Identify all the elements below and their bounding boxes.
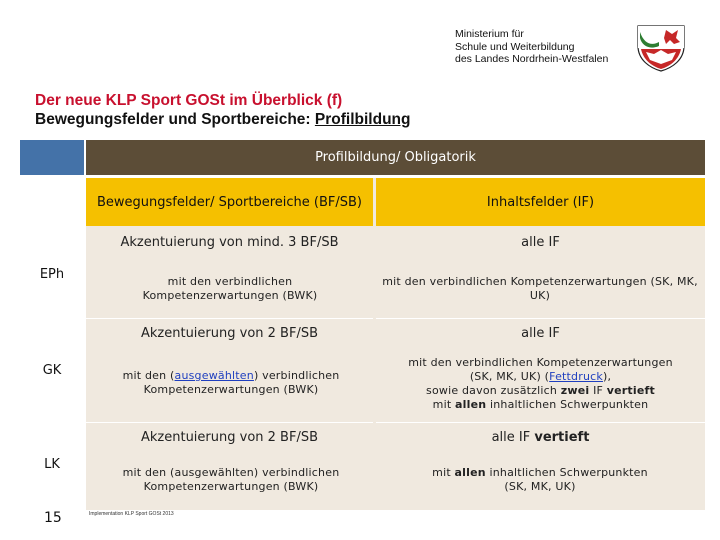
corner-cell	[20, 140, 84, 175]
column-header-if: Inhaltsfelder (IF)	[376, 178, 705, 226]
nrw-coat-of-arms-icon	[634, 24, 688, 72]
eph-if-heading: alle IF	[521, 235, 560, 250]
gk-if-line-2	[408, 370, 673, 384]
gk-bf-detail	[100, 348, 362, 418]
ministry-line-1: Ministerium für	[455, 28, 524, 40]
lk-bf-detail: mit den (ausgewählten) verbindlichen Kompetenzerwartungen (BWK)	[122, 466, 340, 493]
lk-if-heading	[376, 422, 705, 453]
gk-if-line-2-post: ),	[602, 370, 612, 383]
gk-if-heading: alle IF	[376, 318, 705, 349]
ministry-line-2: Schule und Weiterbildung	[455, 40, 575, 53]
eph-bf-heading: Akzentuierung von mind. 3 BF/SB	[120, 235, 339, 250]
gk-if-line-1: mit den verbindlichen Kompetenzerwartungen	[408, 356, 673, 369]
gk-if-line-3-bold-2: vertieft	[606, 384, 655, 397]
level-lk: LK	[44, 457, 60, 472]
gk-if-line-4-post: inhaltlichen Schwerpunkten	[486, 398, 649, 411]
gk-if-line-2-pre: (SK, MK, UK) (	[469, 370, 550, 383]
lk-if-detail-bold: allen	[454, 466, 486, 479]
gk-if-detail	[378, 348, 703, 420]
gk-if-line-4-pre: mit	[432, 398, 456, 411]
gk-if-line-3-mid: IF	[589, 384, 607, 397]
footer-note: Implementation KLP Sport GOSt 2013	[89, 511, 174, 517]
lk-if-heading-pre: alle IF	[491, 430, 535, 445]
lk-if-heading-bold: vertieft	[534, 430, 590, 445]
level-gk: GK	[42, 363, 62, 378]
eph-if-detail: mit den verbindlichen Kompetenzerwartungen (SK, MK, UK)	[382, 275, 698, 302]
lk-if-detail-line-1	[432, 466, 648, 480]
gk-if-line-3-pre: sowie davon zusätzlich	[426, 384, 561, 397]
profile-table	[20, 140, 705, 510]
title-line-1: Der neue KLP Sport GOSt im Überblick (f)	[35, 92, 343, 109]
gk-if-line-4-bold: allen	[455, 398, 487, 411]
eph-bf-detail: mit den verbindlichen Kompetenzerwartungen (BWK)	[142, 275, 318, 302]
lk-bf-heading: Akzentuierung von 2 BF/SB	[86, 422, 373, 453]
level-eph: EPh	[39, 267, 65, 282]
gk-bf-heading: Akzentuierung von 2 BF/SB	[86, 318, 373, 349]
title-line-2	[35, 110, 410, 129]
page-number: 15	[44, 510, 62, 526]
lk-if-detail-post: inhaltlichen Schwerpunkten	[485, 466, 648, 479]
gk-if-line-2-link: Fettdruck	[549, 370, 603, 383]
gk-bf-detail-pre: mit den (	[122, 369, 175, 382]
lk-if-detail	[380, 454, 700, 506]
title-line-2-underlined: Profilbildung	[314, 111, 411, 128]
slide-title	[35, 91, 410, 129]
gk-bf-detail-post: ) verbindlichen Kompetenzerwartungen (BWK)	[143, 369, 340, 396]
lk-if-detail-pre: mit	[432, 466, 455, 479]
title-line-2-prefix: Bewegungsfelder und Sportbereiche:	[35, 111, 315, 128]
lk-if-detail-line-2: (SK, MK, UK)	[504, 480, 576, 493]
gk-if-line-4	[408, 398, 673, 412]
gk-if-line-3	[408, 384, 673, 398]
table-header: Profilbildung/ Obligatorik	[86, 140, 705, 175]
column-header-bf: Bewegungsfelder/ Sportbereiche (BF/SB)	[86, 178, 373, 226]
gk-bf-detail-link: ausgewählten	[174, 369, 254, 382]
gk-if-line-3-bold: zwei	[560, 384, 590, 397]
ministry-name	[455, 28, 608, 66]
ministry-line-3: des Landes Nordrhein-Westfalen	[455, 53, 609, 65]
